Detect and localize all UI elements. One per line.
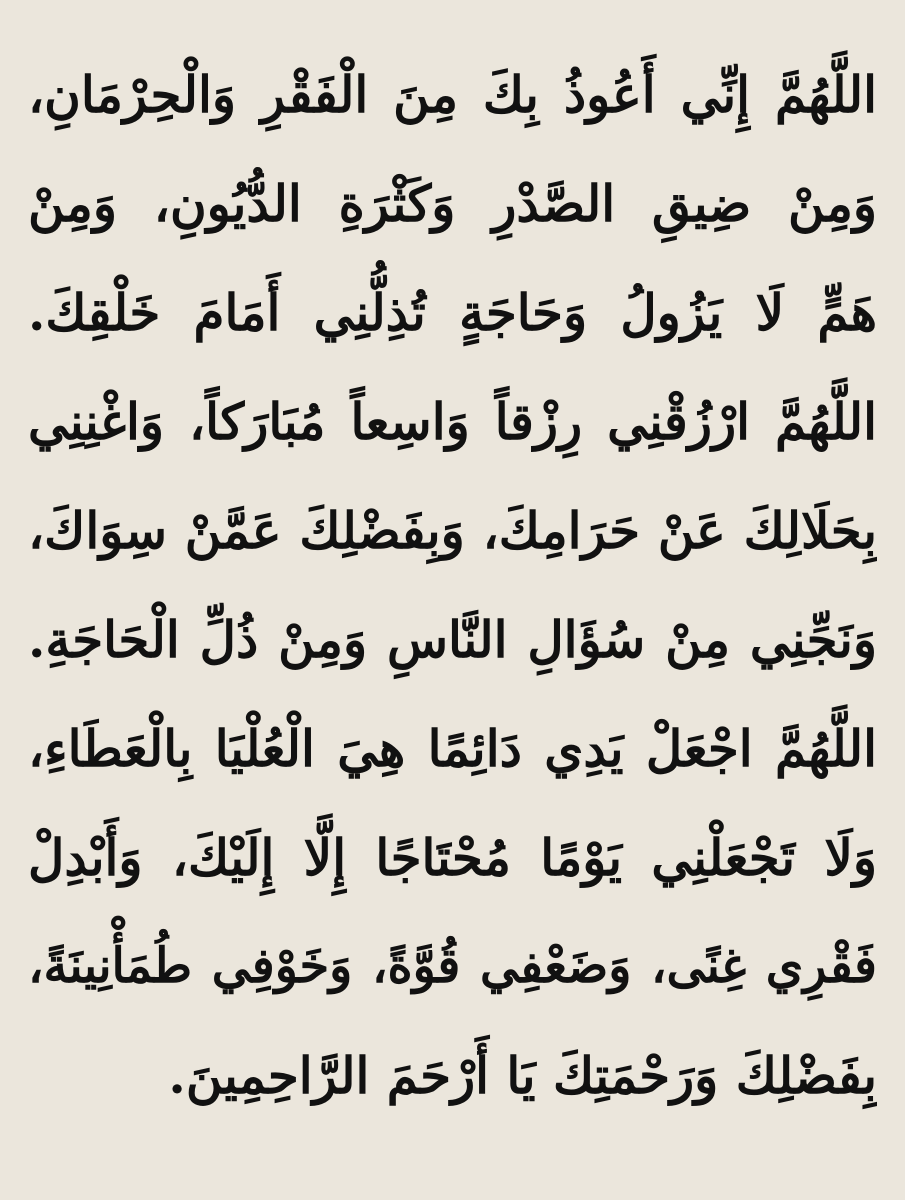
text-line-1: اللَّهُمَّ إِنِّي أَعُوذُ بِكَ مِنَ الْفَقْرِ وَالْحِرْمَانِ، xyxy=(28,65,877,124)
text-line-3: هَمٍّ لَا يَزُولُ وَحَاجَةٍ تُذِلُّنِي أَمَامَ خَلْقِكَ. xyxy=(28,283,877,342)
text-line-7: اللَّهُمَّ اجْعَلْ يَدِي دَائِمًا هِيَ الْعُلْيَا بِالْعَطَاءِ، xyxy=(28,719,877,778)
text-line-5: بِحَلَالِكَ عَنْ حَرَامِكَ، وَبِفَضْلِكَ عَمَّنْ سِوَاكَ، xyxy=(28,501,877,560)
text-line-10: بِفَضْلِكَ وَرَحْمَتِكَ يَا أَرْحَمَ الرَّاحِمِينَ. xyxy=(168,1046,877,1105)
text-line-8: وَلَا تَجْعَلْنِي يَوْمًا مُحْتَاجًا إِلَّا إِلَيْكَ، وَأَبْدِلْ xyxy=(28,828,877,887)
text-line-6: وَنَجِّنِي مِنْ سُؤَالِ النَّاسِ وَمِنْ ذُلِّ الْحَاجَةِ. xyxy=(28,610,877,669)
text-line-2: وَمِنْ ضِيقِ الصَّدْرِ وَكَثْرَةِ الدُّيُونِ، وَمِنْ xyxy=(28,174,877,233)
text-line-9: فَقْرِي غِنًى، وَضَعْفِي قُوَّةً، وَخَوْفِي طُمَأْنِينَةً، xyxy=(28,938,877,994)
dua-text-block xyxy=(28,40,877,1130)
text-line-4: اللَّهُمَّ ارْزُقْنِي رِزْقاً وَاسِعاً مُبَارَكاً، وَاغْنِنِي xyxy=(28,392,877,451)
